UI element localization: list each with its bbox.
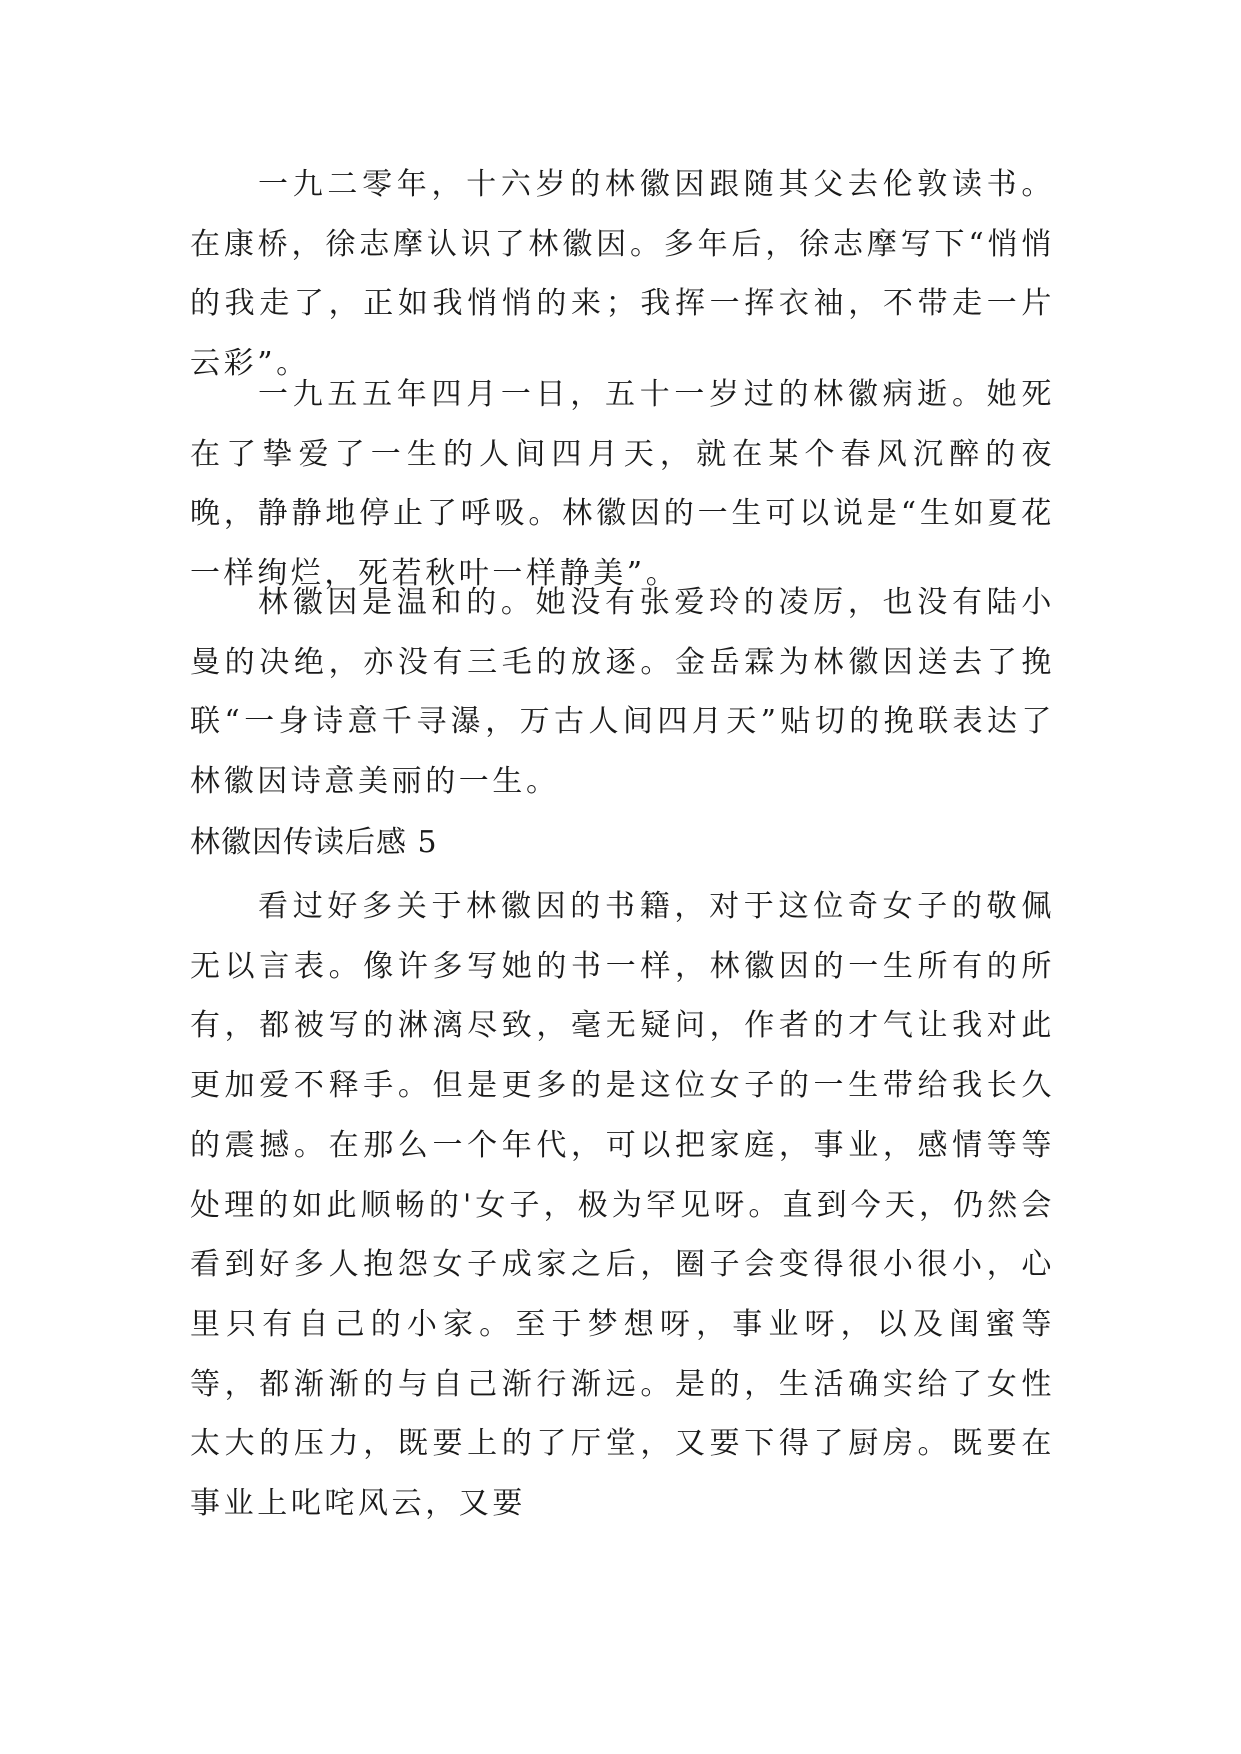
section-heading: 林徽因传读后感 5 (190, 825, 438, 860)
paragraph-4: 看过好多关于林徽因的书籍，对于这位奇女子的敬佩无以言表。像许多写她的书一样，林徽因的一生所有的所有，都被写的淋漓尽致，毫无疑问，作者的才气让我对此更加爱不释手。但是更多的是这位女子的一生带给我长久的震撼。在那么一个年代，可以把家庭，事业，感情等等处理的如此顺畅的'女子，极为罕见呀。直到今天，仍然会看到好多人抱怨女子成家之后，圈子会变得很小很小，心里只有自己的小家。至于梦想呀，事业呀，以及闺蜜等等，都渐渐的与自己渐行渐远。是的，生活确实给了女性太大的压力，既要上的了厅堂，又要下得了厨房。既要在事业上叱咤风云，又要 (190, 889, 1055, 1522)
paragraph-2: 一九五五年四月一日，五十一岁过的林徽病逝。她死在了挚爱了一生的人间四月天，就在某个春风沉醉的夜晚，静静地停止了呼吸。林徽因的一生可以说是“生如夏花一样绚烂，死若秋叶一样静美”。 (190, 377, 1055, 592)
paragraph-1: 一九二零年，十六岁的林徽因跟随其父去伦敦读书。在康桥，徐志摩认识了林徽因。多年后，徐志摩写下“悄悄的我走了，正如我悄悄的来；我挥一挥衣袖，不带走一片云彩”。 (190, 167, 1055, 382)
paragraph-3: 林徽因是温和的。她没有张爱玲的凌厉，也没有陆小曼的决绝，亦没有三毛的放逐。金岳霖为林徽因送去了挽联“一身诗意千寻瀑，万古人间四月天”贴切的挽联表达了林徽因诗意美丽的一生。 (190, 585, 1055, 800)
